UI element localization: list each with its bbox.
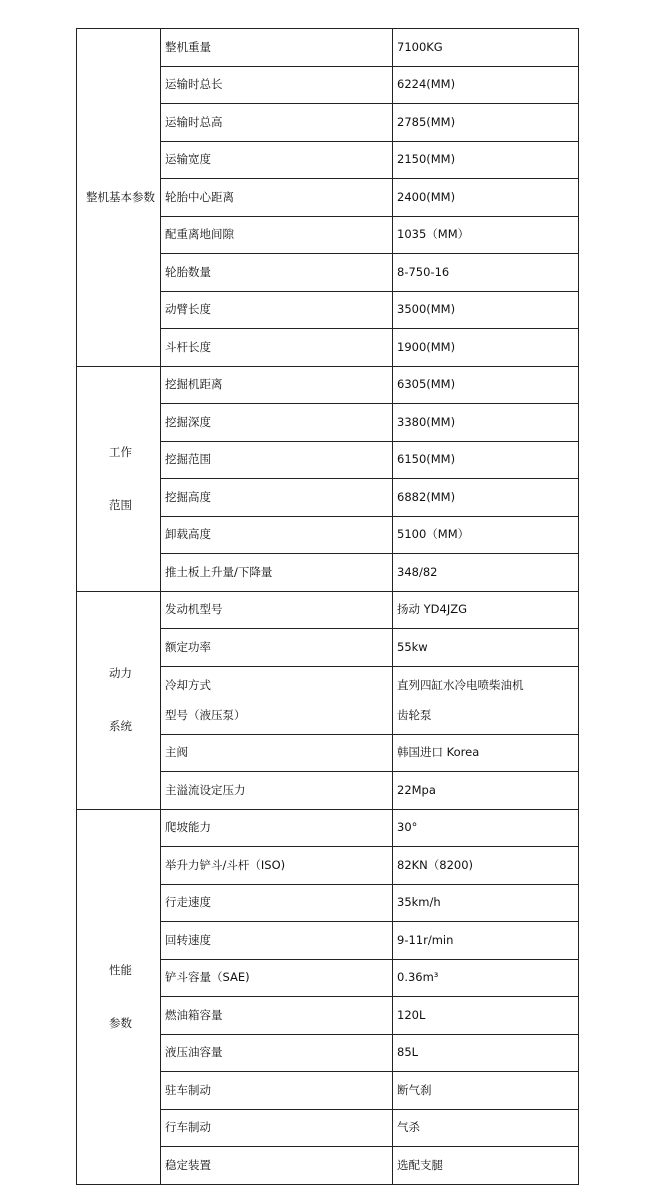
param-name: 稳定装置 [161,1147,393,1185]
param-value: 1035（MM） [393,216,579,254]
param-value: 22Mpa [393,772,579,810]
param-value: 韩国进口 Korea [393,734,579,772]
param-value: 5100（MM） [393,516,579,554]
param-value: 55kw [393,629,579,667]
param-value: 3500(MM) [393,291,579,329]
param-name: 轮胎中心距离 [161,179,393,217]
param-name: 举升力铲斗/斗杆（ISO) [161,847,393,885]
param-value: 85L [393,1034,579,1072]
param-name: 挖掘机距离 [161,366,393,404]
param-value: 3380(MM) [393,404,579,442]
param-name: 挖掘范围 [161,441,393,479]
param-name: 回转速度 [161,922,393,960]
param-value-line: 直列四缸水冷电喷柴油机 [397,677,524,692]
group-label-power-system: 动力 系统 [77,591,161,809]
table-row [77,809,579,847]
param-value: 6305(MM) [393,366,579,404]
param-value: 2785(MM) [393,104,579,142]
param-value: 断气刹 [393,1072,579,1110]
param-name-line: 型号（液压泵） [165,707,246,722]
param-name: 动臂长度 [161,291,393,329]
param-name: 整机重量 [161,29,393,67]
group-label-basic: 整机基本参数 [77,29,161,367]
param-value: 348/82 [393,554,579,592]
param-name: 液压油容量 [161,1034,393,1072]
param-name: 推土板上升量/下降量 [161,554,393,592]
param-name: 斗杆长度 [161,329,393,367]
param-value: 选配支腿 [393,1147,579,1185]
param-name [161,666,393,734]
param-name: 运输时总高 [161,104,393,142]
param-name: 主溢流设定压力 [161,772,393,810]
param-value: 2400(MM) [393,179,579,217]
param-name: 配重离地间隙 [161,216,393,254]
param-name: 运输宽度 [161,141,393,179]
param-value [393,666,579,734]
param-name: 爬坡能力 [161,809,393,847]
group-label-performance: 性能 参数 [77,809,161,1184]
param-value: 6882(MM) [393,479,579,517]
param-name: 额定功率 [161,629,393,667]
param-name: 挖掘高度 [161,479,393,517]
param-value: 9-11r/min [393,922,579,960]
param-name: 卸载高度 [161,516,393,554]
param-name: 轮胎数量 [161,254,393,292]
param-value: 气杀 [393,1109,579,1147]
param-value: 8-750-16 [393,254,579,292]
param-name: 燃油箱容量 [161,997,393,1035]
spec-table [76,28,579,1185]
param-name: 行走速度 [161,884,393,922]
group-label-work-range: 工作 范围 [77,366,161,591]
param-value: 2150(MM) [393,141,579,179]
param-name: 行车制动 [161,1109,393,1147]
table-row [77,591,579,629]
param-name: 铲斗容量（SAE) [161,959,393,997]
param-value: 6150(MM) [393,441,579,479]
param-value: 7100KG [393,29,579,67]
param-value: 0.36m³ [393,959,579,997]
table-row [77,366,579,404]
param-value: 35km/h [393,884,579,922]
param-name: 挖掘深度 [161,404,393,442]
param-name-line: 冷却方式 [165,677,211,692]
param-value: 82KN（8200) [393,847,579,885]
param-value: 1900(MM) [393,329,579,367]
param-name: 发动机型号 [161,591,393,629]
param-value: 6224(MM) [393,66,579,104]
param-value: 30° [393,809,579,847]
param-name: 驻车制动 [161,1072,393,1110]
param-value-line: 齿轮泵 [397,707,432,722]
param-value: 扬动 YD4JZG [393,591,579,629]
param-name: 运输时总长 [161,66,393,104]
param-name: 主阀 [161,734,393,772]
table-row [77,29,579,67]
param-value: 120L [393,997,579,1035]
